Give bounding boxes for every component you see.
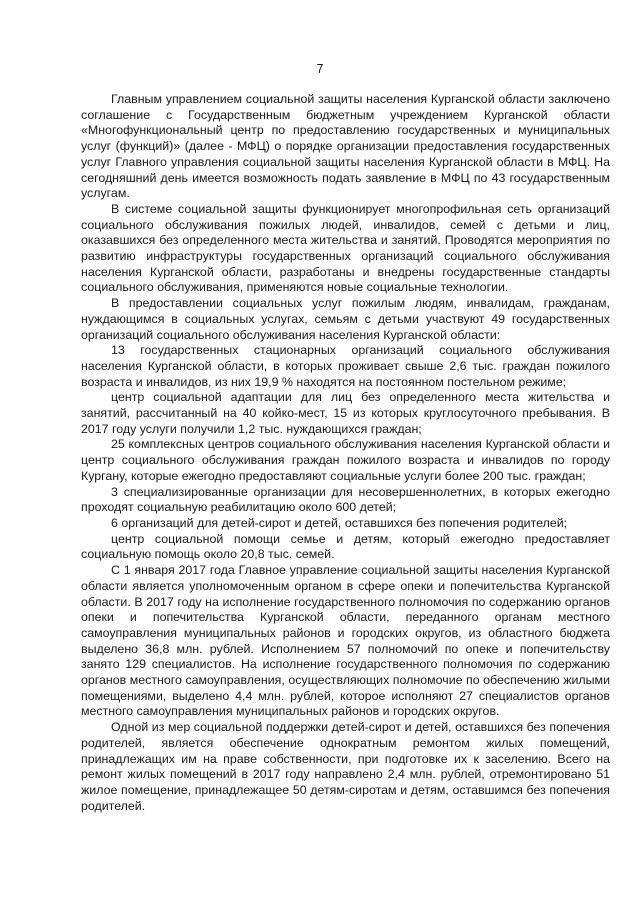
paragraph-mfc-agreement: Главным управлением социальной защиты населения Курганской области заключено соглашение с Государственным бюджетным учреждением Курганской области «Многофункциональный центр по предоставлению государственных и муниципальных услуг (функций)» (далее - МФЦ) о порядке организации предоставления государственных услуг Главного управления социальной защиты населения Курганской области в МФЦ. На сегодняшний день имеется возможность подать заявление в МФЦ по 43 государственным услугам. [81, 92, 610, 201]
paragraph-social-network: В системе социальной защиты функционирует многопрофильная сеть организаций социального обслуживания пожилых людей, инвалидов, семей с детьми и лиц, оказавшихся без определенного места жительства и занятий. Проводятся мероприятия по развитию инфраструктуры государственных организаций социального обслуживания населения Курганской области, разработаны и внедрены государственные стандарты социального обслуживания, применяются новые социальные технологии. [81, 201, 610, 295]
paragraph-stationary-organizations: 13 государственных стационарных организаций социального обслуживания населения Курганской области, в которых проживает свыше 2,6 тыс. граждан пожилого возраста и инвалидов, из них 19,9 % находятся на постоянном постельном режиме; [81, 343, 610, 389]
paragraph-minors-organizations: 3 специализированные организации для несовершеннолетних, в которых ежегодно проходят социальную реабилитацию около 600 детей; [81, 484, 610, 515]
paragraph-adaptation-center: центр социальной адаптации для лиц без определенного места жительства и занятий, рассчитанный на 40 койко-мест, 15 из которых круглосуточного пребывания. В 2017 году услуги получили 1,2 тыс. нуждающихся граждан; [81, 390, 610, 436]
paragraph-guardianship: С 1 января 2017 года Главное управление социальной защиты населения Курганской области является уполномоченным органом в сфере опеки и попечительства Курганской области. В 2017 году на исполнение государственного полномочия по содержанию органов опеки и попечительства Курганской области, переданного органам местного самоуправления муниципальных районов и городских округов, из областного бюджета выделено 36,8 млн. рублей. Исполнением 57 полномочий по опеке и попечительству занято 129 специалистов. На исполнение государственного полномочия по содержанию органов местного самоуправления, осуществляющих полномочие по обеспечению жилыми помещениями, выделено 4,4 млн. рублей, которое исполняют 27 специалистов органов местного самоуправления муниципальных районов и городских округов. [81, 563, 610, 719]
paragraph-orphan-organizations: 6 организаций для детей-сирот и детей, оставшихся без попечения родителей; [111, 515, 568, 530]
document-body [81, 92, 610, 814]
paragraph-complex-centers: 25 комплексных центров социального обслуживания населения Курганской области и центр социального обслуживания граждан пожилого возраста и инвалидов по городу Кургану, которые ежегодно предоставляют социальные услуги более 200 тыс. граждан; [81, 437, 610, 483]
page-number: 7 [316, 62, 324, 76]
paragraph-orphan-housing: Одной из мер социальной поддержки детей-сирот и детей, оставшихся без попечения родителей, является обеспечение однократным ремонтом жилых помещений, принадлежащих им на праве собственности, при подготовке их к заселению. Всего на ремонт жилых помещений в 2017 году направлено 2,4 млн. рублей, отремонтировано 51 жилое помещение, принадлежащее 50 детям-сиротам и детям, оставшимся без попечения родителей. [81, 720, 610, 813]
paragraph-family-center: центр социальной помощи семье и детям, который ежегодно предоставляет социальную помощь около 20,8 тыс. семей. [81, 531, 610, 562]
paragraph-organizations-intro: В предоставлении социальных услуг пожилым людям, инвалидам, гражданам, нуждающимся в социальных услугах, семьям с детьми участвуют 49 государственных организаций социального обслуживания населения Курганской области: [81, 296, 610, 342]
